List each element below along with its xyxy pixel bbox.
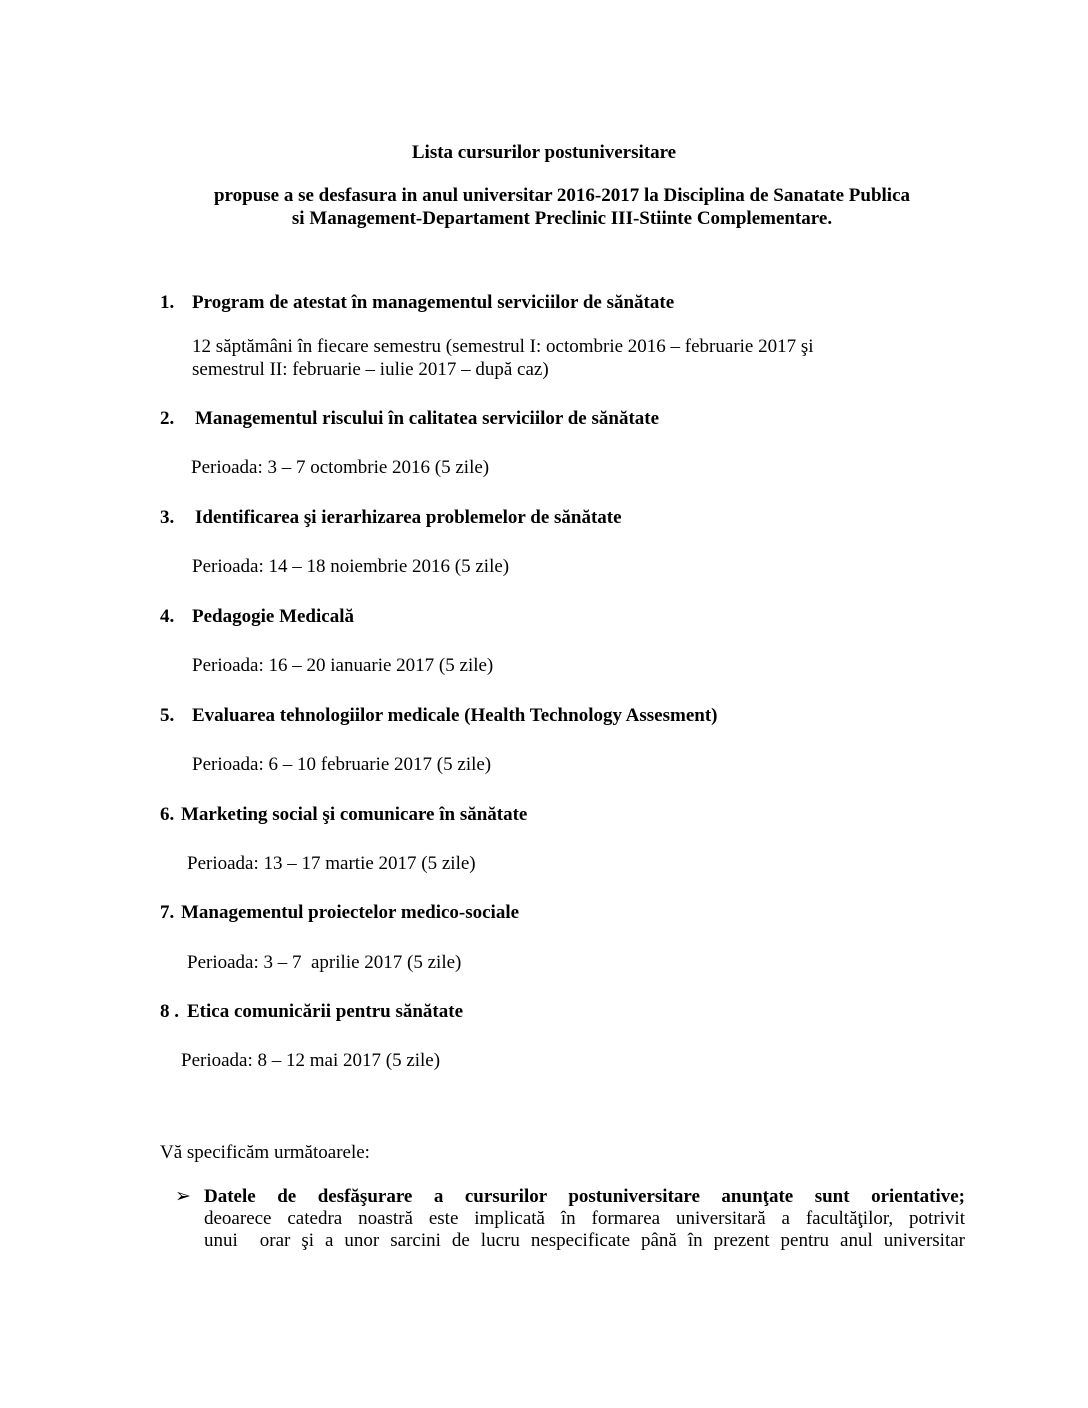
document-subtitle bbox=[0, 184, 1088, 230]
course-period-2: Perioada: 3 – 7 octombrie 2016 (5 zile) bbox=[191, 457, 490, 478]
course-detail-line: 12 săptămâni în fiecare semestru (semestrul I: octombrie 2016 – februarie 2017 şi bbox=[192, 336, 814, 357]
course-heading-2 bbox=[160, 408, 659, 430]
course-title: Managementul riscului în calitatea serviciilor de sănătate bbox=[195, 408, 660, 429]
course-heading-5 bbox=[160, 705, 718, 727]
note-line: unui orar şi a unor sarcini de lucru nespecificate până în prezent pentru anul universitar bbox=[204, 1230, 965, 1251]
course-number: 2. bbox=[160, 408, 175, 429]
course-title: Managementul proiectelor medico-sociale bbox=[181, 902, 520, 923]
course-number: 1. bbox=[160, 292, 175, 313]
note-line: deoarece catedra noastră este implicată în formarea universitară a facultăţilor, potrivit bbox=[204, 1208, 965, 1229]
course-period-3: Perioada: 14 – 18 noiembrie 2016 (5 zile) bbox=[192, 556, 510, 577]
note-item bbox=[175, 1186, 965, 1252]
course-period-7: Perioada: 3 – 7 aprilie 2017 (5 zile) bbox=[187, 952, 462, 973]
subtitle-line: propuse a se desfasura in anul universitar 2016-2017 la Disciplina de Sanatate Publica bbox=[213, 185, 911, 206]
document-title: Lista cursurilor postuniversitare bbox=[411, 142, 677, 163]
course-heading-4 bbox=[160, 606, 354, 628]
note-bold-line: Datele de desfăşurare a cursurilor postuniversitare anunţate sunt orientative; bbox=[204, 1186, 965, 1207]
course-title: Program de atestat în managementul serviciilor de sănătate bbox=[192, 292, 675, 313]
course-number: 7. bbox=[160, 902, 175, 923]
course-number: 3. bbox=[160, 507, 175, 528]
course-number: 5. bbox=[160, 705, 175, 726]
course-title: Evaluarea tehnologiilor medicale (Health Technology Assesment) bbox=[192, 705, 718, 726]
course-period-5: Perioada: 6 – 10 februarie 2017 (5 zile) bbox=[192, 754, 492, 775]
course-title: Marketing social şi comunicare în sănătate bbox=[181, 804, 528, 825]
course-title: Etica comunicării pentru sănătate bbox=[187, 1001, 464, 1022]
course-title: Identificarea şi ierarhizarea problemelor de sănătate bbox=[195, 507, 622, 528]
course-detail-line: semestrul II: februarie – iulie 2017 – după caz) bbox=[192, 359, 549, 380]
subtitle-line: si Management-Departament Preclinic III-Stiinte Complementare. bbox=[291, 208, 833, 229]
course-heading-6 bbox=[160, 804, 527, 826]
course-period-8: Perioada: 8 – 12 mai 2017 (5 zile) bbox=[181, 1050, 441, 1071]
course-number: 6. bbox=[160, 804, 175, 825]
course-period-6: Perioada: 13 – 17 martie 2017 (5 zile) bbox=[187, 853, 476, 874]
course-period-4: Perioada: 16 – 20 ianuarie 2017 (5 zile) bbox=[192, 655, 494, 676]
course-number: 4. bbox=[160, 606, 175, 627]
course-heading-8 bbox=[160, 1001, 463, 1023]
course-number: 8 . bbox=[160, 1001, 179, 1022]
notes-intro: Vă specificăm următoarele: bbox=[160, 1142, 370, 1163]
arrow-bullet-icon: ➢ bbox=[175, 1186, 191, 1207]
course-heading-3 bbox=[160, 507, 622, 529]
course-heading-7 bbox=[160, 902, 519, 924]
course-heading-1 bbox=[160, 292, 674, 314]
course-details-1 bbox=[192, 335, 814, 381]
course-title: Pedagogie Medicală bbox=[192, 606, 354, 627]
